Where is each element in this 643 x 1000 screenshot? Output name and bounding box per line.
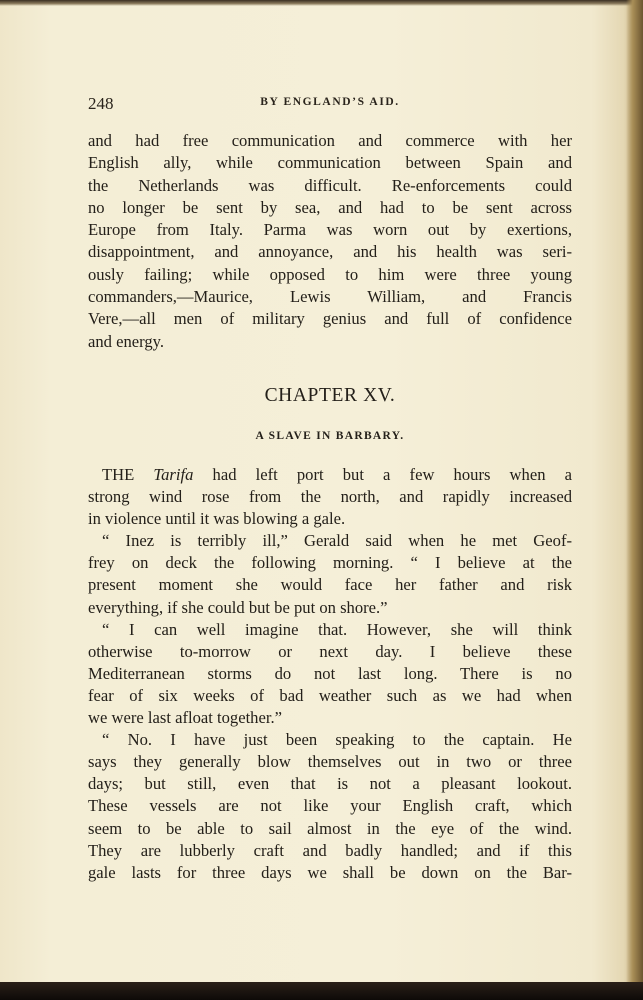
- chapter-first-line: [88, 464, 572, 486]
- text-line: English ally, while communication between Spain and: [88, 153, 572, 173]
- text-line: seem to be able to sail almost in the eye of the wind.: [88, 818, 572, 838]
- text-line: Europe from Italy. Parma was worn out by exertions,: [88, 220, 572, 240]
- text-line: frey on deck the following morning. “ I believe at the: [88, 553, 572, 573]
- text-line: Vere,—all men of military genius and full of confidence: [88, 309, 572, 329]
- text-line: Mediterranean storms do not last long. There is no: [88, 663, 572, 683]
- text-line: no longer be sent by sea, and had to be sent across: [88, 197, 572, 217]
- first-line-rest: had left port but a few hours when a: [212, 465, 572, 484]
- text-line: “ No. I have just been speaking to the captain. He: [102, 730, 572, 750]
- text-line: days; but still, even that is not a pleasant lookout.: [88, 774, 572, 794]
- text-line: the Netherlands was difficult. Re-enforcements could: [88, 175, 572, 195]
- text-line: “ Inez is terribly ill,” Gerald said when he met Geof-: [102, 531, 572, 551]
- chapter-title: CHAPTER XV.: [264, 385, 396, 406]
- page-header: [88, 94, 572, 116]
- text-line: says they generally blow themselves out in two or three: [88, 752, 572, 772]
- text-line: everything, if she could but be put on shore.”: [88, 597, 388, 617]
- ship-name: Tarifa: [153, 465, 194, 484]
- chapter-subtitle: A SLAVE IN BARBARY.: [255, 430, 405, 442]
- text-line: fear of six weeks of bad weather such as we had when: [88, 685, 572, 705]
- page-gutter-shadow: [626, 0, 643, 1000]
- text-line: They are lubberly craft and badly handled; and if this: [88, 840, 572, 860]
- text-line: otherwise to-morrow or next day. I believe these: [88, 641, 572, 661]
- text-line: commanders,—Maurice, Lewis William, and Francis: [88, 287, 572, 307]
- text-line: ously failing; while opposed to him were three young: [88, 264, 572, 284]
- text-line: and energy.: [88, 331, 165, 351]
- text-line: disappointment, and annoyance, and his health was seri-: [88, 242, 572, 262]
- text-line: These vessels are not like your English craft, which: [88, 796, 572, 816]
- text-line: strong wind rose from the north, and rapidly increased: [88, 487, 572, 507]
- text-line: “ I can well imagine that. However, she will think: [102, 619, 572, 639]
- text-line: in violence until it was blowing a gale.: [88, 509, 346, 529]
- chapter-lead-word: THE: [102, 465, 135, 484]
- text-line: present moment she would face her father and risk: [88, 575, 572, 595]
- running-head: BY ENGLAND’S AID.: [260, 96, 400, 108]
- page-bottom-edge: [0, 982, 643, 1000]
- page-number: 248: [88, 94, 114, 113]
- text-line: gale lasts for three days we shall be down on the Bar-: [88, 862, 572, 882]
- opening-paragraph: [88, 130, 572, 353]
- chapter-body: [88, 464, 572, 884]
- page-top-edge: [0, 0, 643, 6]
- text-line: and had free communication and commerce with her: [88, 131, 572, 150]
- text-line: we were last afloat together.”: [88, 708, 282, 728]
